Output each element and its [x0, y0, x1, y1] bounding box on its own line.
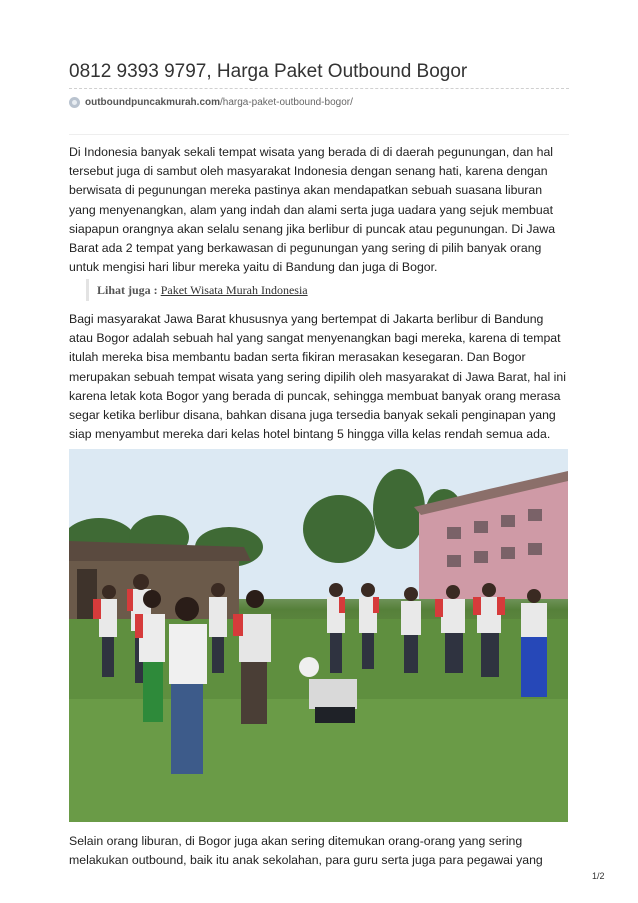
see-also-label: Lihat juga :	[97, 283, 158, 297]
page-title: 0812 9393 9797, Harga Paket Outbound Bogor	[69, 61, 468, 82]
paragraph-1: Di Indonesia banyak sekali tempat wisata yang berada di di daerah pegunungan, dan hal tersebut juga di sambut oleh masyarakat Indonesia dengan senang hati, karena dengan berwisata di pegunungan mereka pastinya akan mendapatkan sebuah suasana liburan yang menyenangkan, alam yang indah dan alami serta juga uadara yang sejuk membuat siapapun orangnya akan selalu senang jika berlibur di puncak atau pegunungan. Di Jawa Barat ada 2 tempat yang berkawasan di pegunungan yang sering di pilih banyak orang untuk mengisi hari libur mereka yaitu di Bandung dan juga di Bogor.	[69, 145, 556, 275]
source-domain[interactable]: outboundpuncakmurah.com	[85, 96, 220, 108]
source-path[interactable]: /harga-paket-outbound-bogor/	[220, 96, 353, 108]
paragraph-3: Selain orang liburan, di Bogor juga akan sering ditemukan orang-orang yang sering melakukan outbound, baik itu anak sekolahan, para guru serta juga para pegawai yang	[69, 834, 543, 868]
see-also-quote	[86, 279, 308, 301]
source-url[interactable]	[69, 95, 353, 109]
header-divider	[69, 134, 569, 135]
photo-illustration	[69, 449, 568, 822]
paragraph-2: Bagi masyarakat Jawa Barat khususnya yang bertempat di Jakarta berlibur di Bandung atau Bogor adalah sebuah hal yang sangat menyenangkan bagi mereka, karena di tempat itulah mereka bisa membantu badan serta fikiran merasakan kesegaran. Dan Bogor merupakan sebuah tempat wisata yang sering dipilih oleh masyarakat di Jawa Barat, hal ini karena letak kota Bogor yang berada di puncak, sehingga membuat banyak orang merasa segar ketika berlibur disana, bahkan disana juga tersedia banyak sekali penginapan yang siap menyambut mereka dari kelas hotel bintang 5 hingga villa kelas rendah semua ada.	[69, 312, 566, 442]
title-divider	[69, 88, 569, 89]
see-also-link[interactable]: Paket Wisata Murah Indonesia	[160, 283, 308, 297]
globe-icon	[69, 97, 80, 108]
outbound-group-photo	[69, 449, 568, 822]
page-number: 1/2	[592, 871, 605, 881]
